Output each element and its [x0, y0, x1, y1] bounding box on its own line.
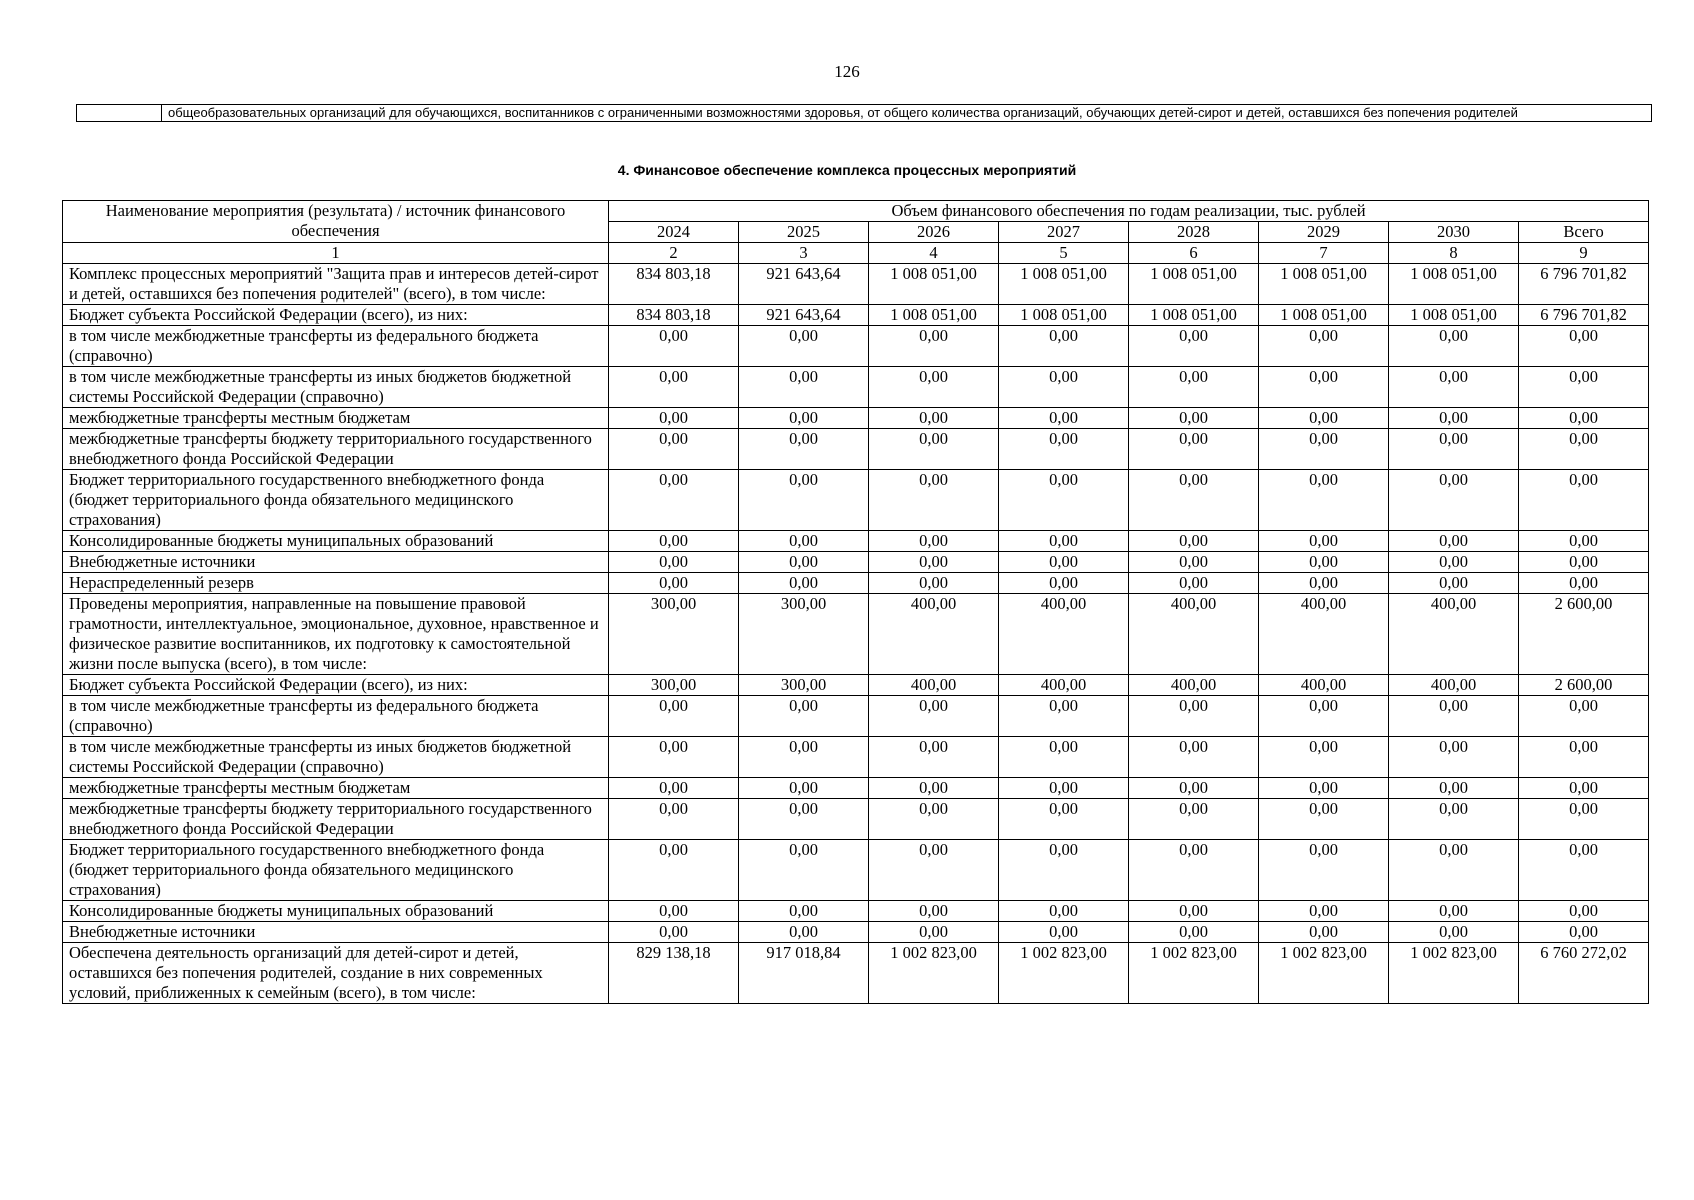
row-name: Нераспределенный резерв — [63, 573, 609, 594]
year-header: 2030 — [1389, 222, 1519, 243]
year-value-cell: 1 002 823,00 — [1129, 943, 1259, 1004]
year-value-cell: 0,00 — [999, 531, 1129, 552]
year-value-cell: 1 008 051,00 — [869, 264, 999, 305]
year-value-cell: 829 138,18 — [609, 943, 739, 1004]
year-value-cell: 0,00 — [999, 799, 1129, 840]
year-value-cell: 1 002 823,00 — [999, 943, 1129, 1004]
year-value-cell: 0,00 — [739, 429, 869, 470]
year-value-cell: 1 008 051,00 — [1389, 305, 1519, 326]
year-value-cell: 400,00 — [1129, 675, 1259, 696]
year-value-cell: 0,00 — [869, 573, 999, 594]
year-value-cell: 0,00 — [999, 367, 1129, 408]
row-name: Внебюджетные источники — [63, 552, 609, 573]
year-value-cell: 400,00 — [1389, 594, 1519, 675]
year-value-cell: 0,00 — [999, 429, 1129, 470]
table-row — [63, 531, 1649, 552]
year-value-cell: 0,00 — [609, 552, 739, 573]
year-value-cell: 0,00 — [999, 778, 1129, 799]
column-number: 3 — [739, 243, 869, 264]
total-value-cell: 0,00 — [1519, 326, 1649, 367]
year-value-cell: 0,00 — [869, 408, 999, 429]
year-value-cell: 0,00 — [1389, 531, 1519, 552]
year-value-cell: 0,00 — [609, 737, 739, 778]
year-value-cell: 0,00 — [999, 326, 1129, 367]
table-row — [63, 429, 1649, 470]
year-value-cell: 0,00 — [739, 799, 869, 840]
year-value-cell: 0,00 — [1259, 799, 1389, 840]
year-value-cell: 921 643,64 — [739, 264, 869, 305]
year-header: 2025 — [739, 222, 869, 243]
table-row — [63, 901, 1649, 922]
year-value-cell: 0,00 — [739, 901, 869, 922]
year-value-cell: 0,00 — [869, 696, 999, 737]
year-value-cell: 0,00 — [739, 408, 869, 429]
year-value-cell: 0,00 — [1129, 326, 1259, 367]
year-value-cell: 0,00 — [1259, 840, 1389, 901]
year-value-cell: 400,00 — [869, 594, 999, 675]
row-name: Бюджет территориального государственного внебюджетного фонда (бюджет территориального фонда обязательного медицинского страхования) — [63, 470, 609, 531]
year-header: 2028 — [1129, 222, 1259, 243]
year-value-cell: 1 002 823,00 — [1259, 943, 1389, 1004]
year-value-cell: 0,00 — [1129, 737, 1259, 778]
year-value-cell: 0,00 — [999, 901, 1129, 922]
continuation-blank-cell — [77, 105, 162, 122]
year-value-cell: 834 803,18 — [609, 264, 739, 305]
year-value-cell: 0,00 — [609, 429, 739, 470]
year-value-cell: 1 008 051,00 — [869, 305, 999, 326]
row-name: Консолидированные бюджеты муниципальных образований — [63, 901, 609, 922]
year-value-cell: 0,00 — [1129, 778, 1259, 799]
year-value-cell: 400,00 — [1259, 594, 1389, 675]
year-value-cell: 0,00 — [1129, 470, 1259, 531]
year-value-cell: 0,00 — [869, 367, 999, 408]
year-value-cell: 0,00 — [869, 901, 999, 922]
row-name: в том числе межбюджетные трансферты из федерального бюджета (справочно) — [63, 696, 609, 737]
year-value-cell: 0,00 — [1259, 778, 1389, 799]
year-value-cell: 1 008 051,00 — [1129, 305, 1259, 326]
financing-table — [62, 200, 1649, 1004]
year-value-cell: 0,00 — [869, 922, 999, 943]
table-row — [63, 367, 1649, 408]
page-number: 126 — [834, 62, 860, 81]
total-value-cell: 0,00 — [1519, 429, 1649, 470]
year-value-cell: 0,00 — [609, 901, 739, 922]
year-value-cell: 0,00 — [1259, 367, 1389, 408]
row-name: Внебюджетные источники — [63, 922, 609, 943]
year-value-cell: 300,00 — [609, 594, 739, 675]
header-row-numbers — [63, 243, 1649, 264]
year-value-cell: 0,00 — [1389, 737, 1519, 778]
year-value-cell: 0,00 — [1259, 573, 1389, 594]
year-value-cell: 0,00 — [739, 470, 869, 531]
total-value-cell: 2 600,00 — [1519, 675, 1649, 696]
header-row-1 — [63, 201, 1649, 222]
table-row — [63, 326, 1649, 367]
year-value-cell: 0,00 — [609, 799, 739, 840]
total-value-cell: 0,00 — [1519, 531, 1649, 552]
row-name: Проведены мероприятия, направленные на повышение правовой грамотности, интеллектуальное, эмоциональное, духовное, нравственное и физическое развитие воспитанников, их подготовку к самостоятельной жизни после выпуска (всего), в том числе: — [63, 594, 609, 675]
column-number: 9 — [1519, 243, 1649, 264]
year-value-cell: 1 008 051,00 — [1259, 264, 1389, 305]
year-value-cell: 0,00 — [869, 326, 999, 367]
total-value-cell: 6 796 701,82 — [1519, 305, 1649, 326]
year-value-cell: 0,00 — [739, 696, 869, 737]
year-header: 2027 — [999, 222, 1129, 243]
year-value-cell: 0,00 — [1389, 696, 1519, 737]
table-row — [63, 305, 1649, 326]
column-number: 6 — [1129, 243, 1259, 264]
year-value-cell: 0,00 — [1389, 778, 1519, 799]
year-value-cell: 0,00 — [869, 470, 999, 531]
total-value-cell: 0,00 — [1519, 408, 1649, 429]
year-value-cell: 0,00 — [609, 408, 739, 429]
year-value-cell: 0,00 — [869, 778, 999, 799]
year-value-cell: 0,00 — [1389, 573, 1519, 594]
column-number: 1 — [63, 243, 609, 264]
year-value-cell: 0,00 — [609, 367, 739, 408]
row-name: в том числе межбюджетные трансферты из иных бюджетов бюджетной системы Российской Федерации (справочно) — [63, 737, 609, 778]
year-value-cell: 0,00 — [869, 429, 999, 470]
year-value-cell: 0,00 — [999, 408, 1129, 429]
year-value-cell: 0,00 — [1389, 429, 1519, 470]
year-value-cell: 0,00 — [1389, 901, 1519, 922]
table-row — [63, 737, 1649, 778]
continuation-table — [76, 104, 1652, 122]
row-name: межбюджетные трансферты местным бюджетам — [63, 408, 609, 429]
year-value-cell: 0,00 — [609, 470, 739, 531]
table-row — [63, 573, 1649, 594]
year-value-cell: 921 643,64 — [739, 305, 869, 326]
year-value-cell: 0,00 — [739, 778, 869, 799]
year-value-cell: 0,00 — [1129, 531, 1259, 552]
year-value-cell: 0,00 — [869, 799, 999, 840]
year-value-cell: 1 008 051,00 — [1129, 264, 1259, 305]
year-value-cell: 0,00 — [1129, 408, 1259, 429]
table-row — [63, 799, 1649, 840]
year-value-cell: 0,00 — [1259, 552, 1389, 573]
continuation-text: общеобразовательных организаций для обучающихся, воспитанников с ограниченными возможностями здоровья, от общего количества организаций, обучающих детей-сирот и детей, оставшихся без попечения родителей — [162, 105, 1652, 122]
year-value-cell: 0,00 — [739, 922, 869, 943]
column-number: 7 — [1259, 243, 1389, 264]
year-value-cell: 0,00 — [999, 737, 1129, 778]
year-value-cell: 0,00 — [1259, 696, 1389, 737]
year-value-cell: 0,00 — [1389, 367, 1519, 408]
continuation-row — [77, 105, 1652, 122]
year-value-cell: 0,00 — [1389, 922, 1519, 943]
table-row — [63, 675, 1649, 696]
year-value-cell: 1 008 051,00 — [1389, 264, 1519, 305]
year-value-cell: 0,00 — [869, 840, 999, 901]
total-value-cell: 0,00 — [1519, 367, 1649, 408]
row-name: Бюджет территориального государственного внебюджетного фонда (бюджет территориального фонда обязательного медицинского страхования) — [63, 840, 609, 901]
year-value-cell: 300,00 — [739, 675, 869, 696]
year-value-cell: 0,00 — [609, 326, 739, 367]
row-name: в том числе межбюджетные трансферты из иных бюджетов бюджетной системы Российской Федерации (справочно) — [63, 367, 609, 408]
row-name: межбюджетные трансферты бюджету территориального государственного внебюджетного фонда Российской Федерации — [63, 429, 609, 470]
year-value-cell: 0,00 — [739, 737, 869, 778]
year-header: 2024 — [609, 222, 739, 243]
year-value-cell: 0,00 — [1259, 922, 1389, 943]
year-value-cell: 834 803,18 — [609, 305, 739, 326]
year-value-cell: 0,00 — [609, 696, 739, 737]
year-value-cell: 0,00 — [1259, 531, 1389, 552]
year-value-cell: 0,00 — [1389, 552, 1519, 573]
year-header: 2026 — [869, 222, 999, 243]
table-row — [63, 696, 1649, 737]
year-value-cell: 400,00 — [1389, 675, 1519, 696]
year-value-cell: 300,00 — [609, 675, 739, 696]
row-name: Бюджет субъекта Российской Федерации (всего), из них: — [63, 675, 609, 696]
total-value-cell: 0,00 — [1519, 552, 1649, 573]
year-value-cell: 0,00 — [1259, 470, 1389, 531]
year-value-cell: 0,00 — [739, 573, 869, 594]
year-value-cell: 0,00 — [1259, 326, 1389, 367]
year-value-cell: 0,00 — [739, 367, 869, 408]
year-value-cell: 0,00 — [739, 531, 869, 552]
table-row — [63, 264, 1649, 305]
year-value-cell: 0,00 — [999, 922, 1129, 943]
section-title: 4. Финансовое обеспечение комплекса процессных мероприятий — [617, 162, 1077, 178]
row-name: межбюджетные трансферты бюджету территориального государственного внебюджетного фонда Российской Федерации — [63, 799, 609, 840]
year-value-cell: 0,00 — [869, 737, 999, 778]
year-value-cell: 0,00 — [1389, 326, 1519, 367]
total-value-cell: 6 760 272,02 — [1519, 943, 1649, 1004]
year-value-cell: 0,00 — [1389, 408, 1519, 429]
year-value-cell: 0,00 — [1129, 573, 1259, 594]
table-row — [63, 408, 1649, 429]
year-value-cell: 0,00 — [1129, 840, 1259, 901]
column-number: 2 — [609, 243, 739, 264]
name-column-header: Наименование мероприятия (результата) / источник финансового обеспечения — [63, 201, 609, 243]
total-value-cell: 0,00 — [1519, 470, 1649, 531]
year-value-cell: 400,00 — [999, 594, 1129, 675]
row-name: Комплекс процессных мероприятий "Защита прав и интересов детей-сирот и детей, оставшихся без попечения родителей" (всего), в том числе: — [63, 264, 609, 305]
total-value-cell: 0,00 — [1519, 737, 1649, 778]
year-value-cell: 0,00 — [1389, 840, 1519, 901]
year-value-cell: 0,00 — [609, 840, 739, 901]
table-row — [63, 594, 1649, 675]
year-value-cell: 0,00 — [1259, 901, 1389, 922]
year-value-cell: 0,00 — [1129, 367, 1259, 408]
total-value-cell: 0,00 — [1519, 901, 1649, 922]
row-name: в том числе межбюджетные трансферты из федерального бюджета (справочно) — [63, 326, 609, 367]
year-value-cell: 0,00 — [1259, 737, 1389, 778]
row-name: Обеспечена деятельность организаций для детей-сирот и детей, оставшихся без попечения родителей, создание в них современных условий, приближенных к семейным (всего), в том числе: — [63, 943, 609, 1004]
table-row — [63, 778, 1649, 799]
column-number: 5 — [999, 243, 1129, 264]
table-row — [63, 943, 1649, 1004]
total-value-cell: 2 600,00 — [1519, 594, 1649, 675]
year-value-cell: 917 018,84 — [739, 943, 869, 1004]
year-value-cell: 0,00 — [739, 326, 869, 367]
column-number: 4 — [869, 243, 999, 264]
year-value-cell: 0,00 — [1259, 408, 1389, 429]
volume-header: Объем финансового обеспечения по годам реализации, тыс. рублей — [609, 201, 1649, 222]
year-value-cell: 0,00 — [1389, 799, 1519, 840]
total-value-cell: 0,00 — [1519, 922, 1649, 943]
year-value-cell: 400,00 — [999, 675, 1129, 696]
year-value-cell: 0,00 — [999, 470, 1129, 531]
year-value-cell: 0,00 — [999, 552, 1129, 573]
column-number: 8 — [1389, 243, 1519, 264]
year-value-cell: 0,00 — [609, 922, 739, 943]
year-value-cell: 400,00 — [1259, 675, 1389, 696]
row-name: Бюджет субъекта Российской Федерации (всего), из них: — [63, 305, 609, 326]
year-value-cell: 0,00 — [1129, 552, 1259, 573]
year-value-cell: 400,00 — [869, 675, 999, 696]
year-value-cell: 0,00 — [1129, 799, 1259, 840]
year-value-cell: 0,00 — [1259, 429, 1389, 470]
year-value-cell: 0,00 — [1389, 470, 1519, 531]
total-value-cell: 0,00 — [1519, 840, 1649, 901]
table-row — [63, 840, 1649, 901]
year-value-cell: 0,00 — [999, 573, 1129, 594]
year-header: 2029 — [1259, 222, 1389, 243]
year-value-cell: 0,00 — [609, 778, 739, 799]
year-value-cell: 0,00 — [609, 531, 739, 552]
year-value-cell: 1 008 051,00 — [999, 305, 1129, 326]
total-value-cell: 0,00 — [1519, 573, 1649, 594]
year-value-cell: 1 008 051,00 — [999, 264, 1129, 305]
year-value-cell: 0,00 — [609, 573, 739, 594]
table-row — [63, 922, 1649, 943]
year-value-cell: 300,00 — [739, 594, 869, 675]
year-value-cell: 1 002 823,00 — [1389, 943, 1519, 1004]
year-value-cell: 400,00 — [1129, 594, 1259, 675]
year-value-cell: 0,00 — [739, 552, 869, 573]
total-value-cell: 0,00 — [1519, 778, 1649, 799]
year-value-cell: 0,00 — [869, 552, 999, 573]
year-value-cell: 0,00 — [999, 696, 1129, 737]
year-value-cell: 1 008 051,00 — [1259, 305, 1389, 326]
row-name: межбюджетные трансферты местным бюджетам — [63, 778, 609, 799]
financing-table-body — [63, 264, 1649, 1004]
table-row — [63, 552, 1649, 573]
year-value-cell: 0,00 — [869, 531, 999, 552]
total-value-cell: 0,00 — [1519, 696, 1649, 737]
year-value-cell: 0,00 — [1129, 429, 1259, 470]
year-value-cell: 0,00 — [999, 840, 1129, 901]
total-value-cell: 0,00 — [1519, 799, 1649, 840]
year-value-cell: 0,00 — [739, 840, 869, 901]
year-value-cell: 0,00 — [1129, 922, 1259, 943]
year-value-cell: 0,00 — [1129, 901, 1259, 922]
year-value-cell: 1 002 823,00 — [869, 943, 999, 1004]
total-value-cell: 6 796 701,82 — [1519, 264, 1649, 305]
table-row — [63, 470, 1649, 531]
total-header: Всего — [1519, 222, 1649, 243]
row-name: Консолидированные бюджеты муниципальных образований — [63, 531, 609, 552]
year-value-cell: 0,00 — [1129, 696, 1259, 737]
